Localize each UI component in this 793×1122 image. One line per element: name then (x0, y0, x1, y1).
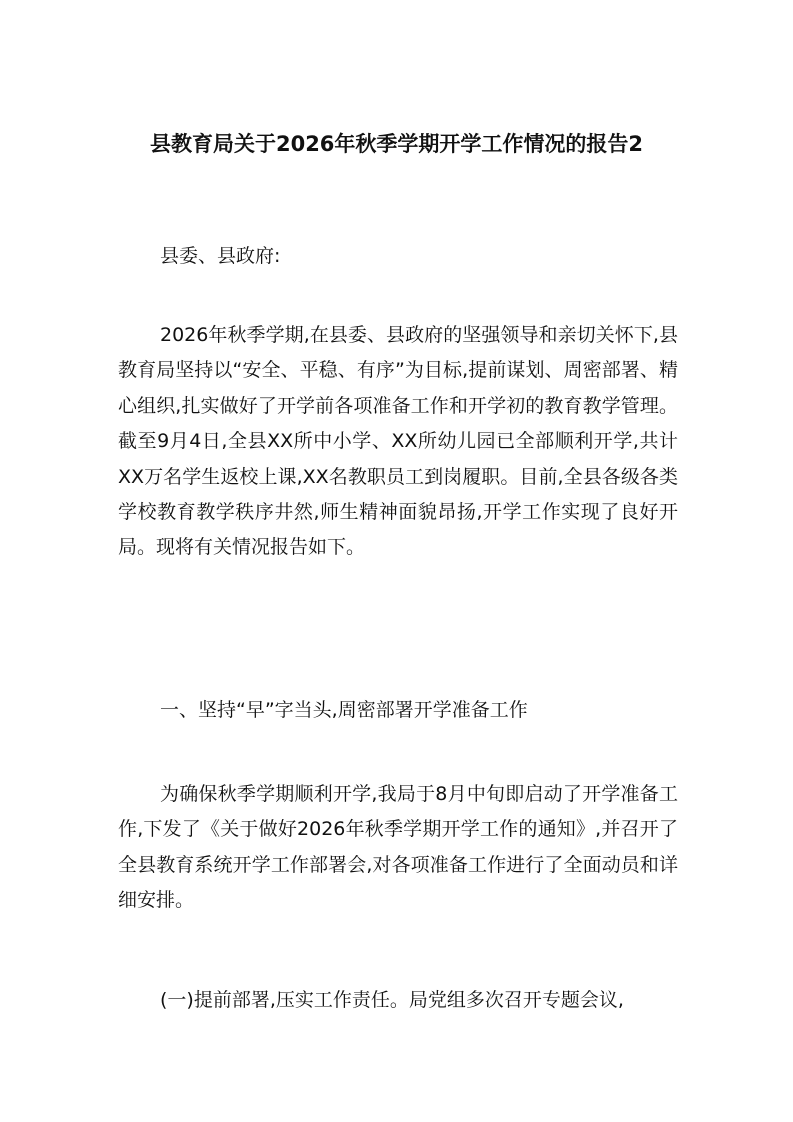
salutation: 县委、县政府: (160, 245, 281, 267)
body-paragraph-deployment: (一)提前部署,压实工作责任。局党组多次召开专题会议, (160, 989, 624, 1011)
document-title: 县教育局关于2026年秋季学期开学工作情况的报告2 (149, 132, 644, 156)
body-paragraph-preparation: 为确保秋季学期顺利开学,我局于8月中旬即启动了开学准备工作,下发了《关于做好2026年秋季学期开学工作的通知》,并召开了全县教育系统开学工作部署会,对各项准备工作进行了全面动员和详细安排。 (118, 783, 678, 912)
body-paragraph-intro: 2026年秋季学期,在县委、县政府的坚强领导和亲切关怀下,县教育局坚持以“安全、平稳、有序”为目标,提前谋划、周密部署、精心组织,扎实做好了开学前各项准备工作和开学初的教育教学管理。截至9月4日,全县XX所中小学、XX所幼儿园已全部顺利开学,共计XX万名学生返校上课,XX名教职员工到岗履职。目前,全县各级各类学校教育教学秩序井然,师生精神面貌昂扬,开学工作实现了良好开局。现将有关情况报告如下。 (118, 324, 678, 559)
section-heading-1: 一、坚持“早”字当头,周密部署开学准备工作 (160, 699, 528, 721)
